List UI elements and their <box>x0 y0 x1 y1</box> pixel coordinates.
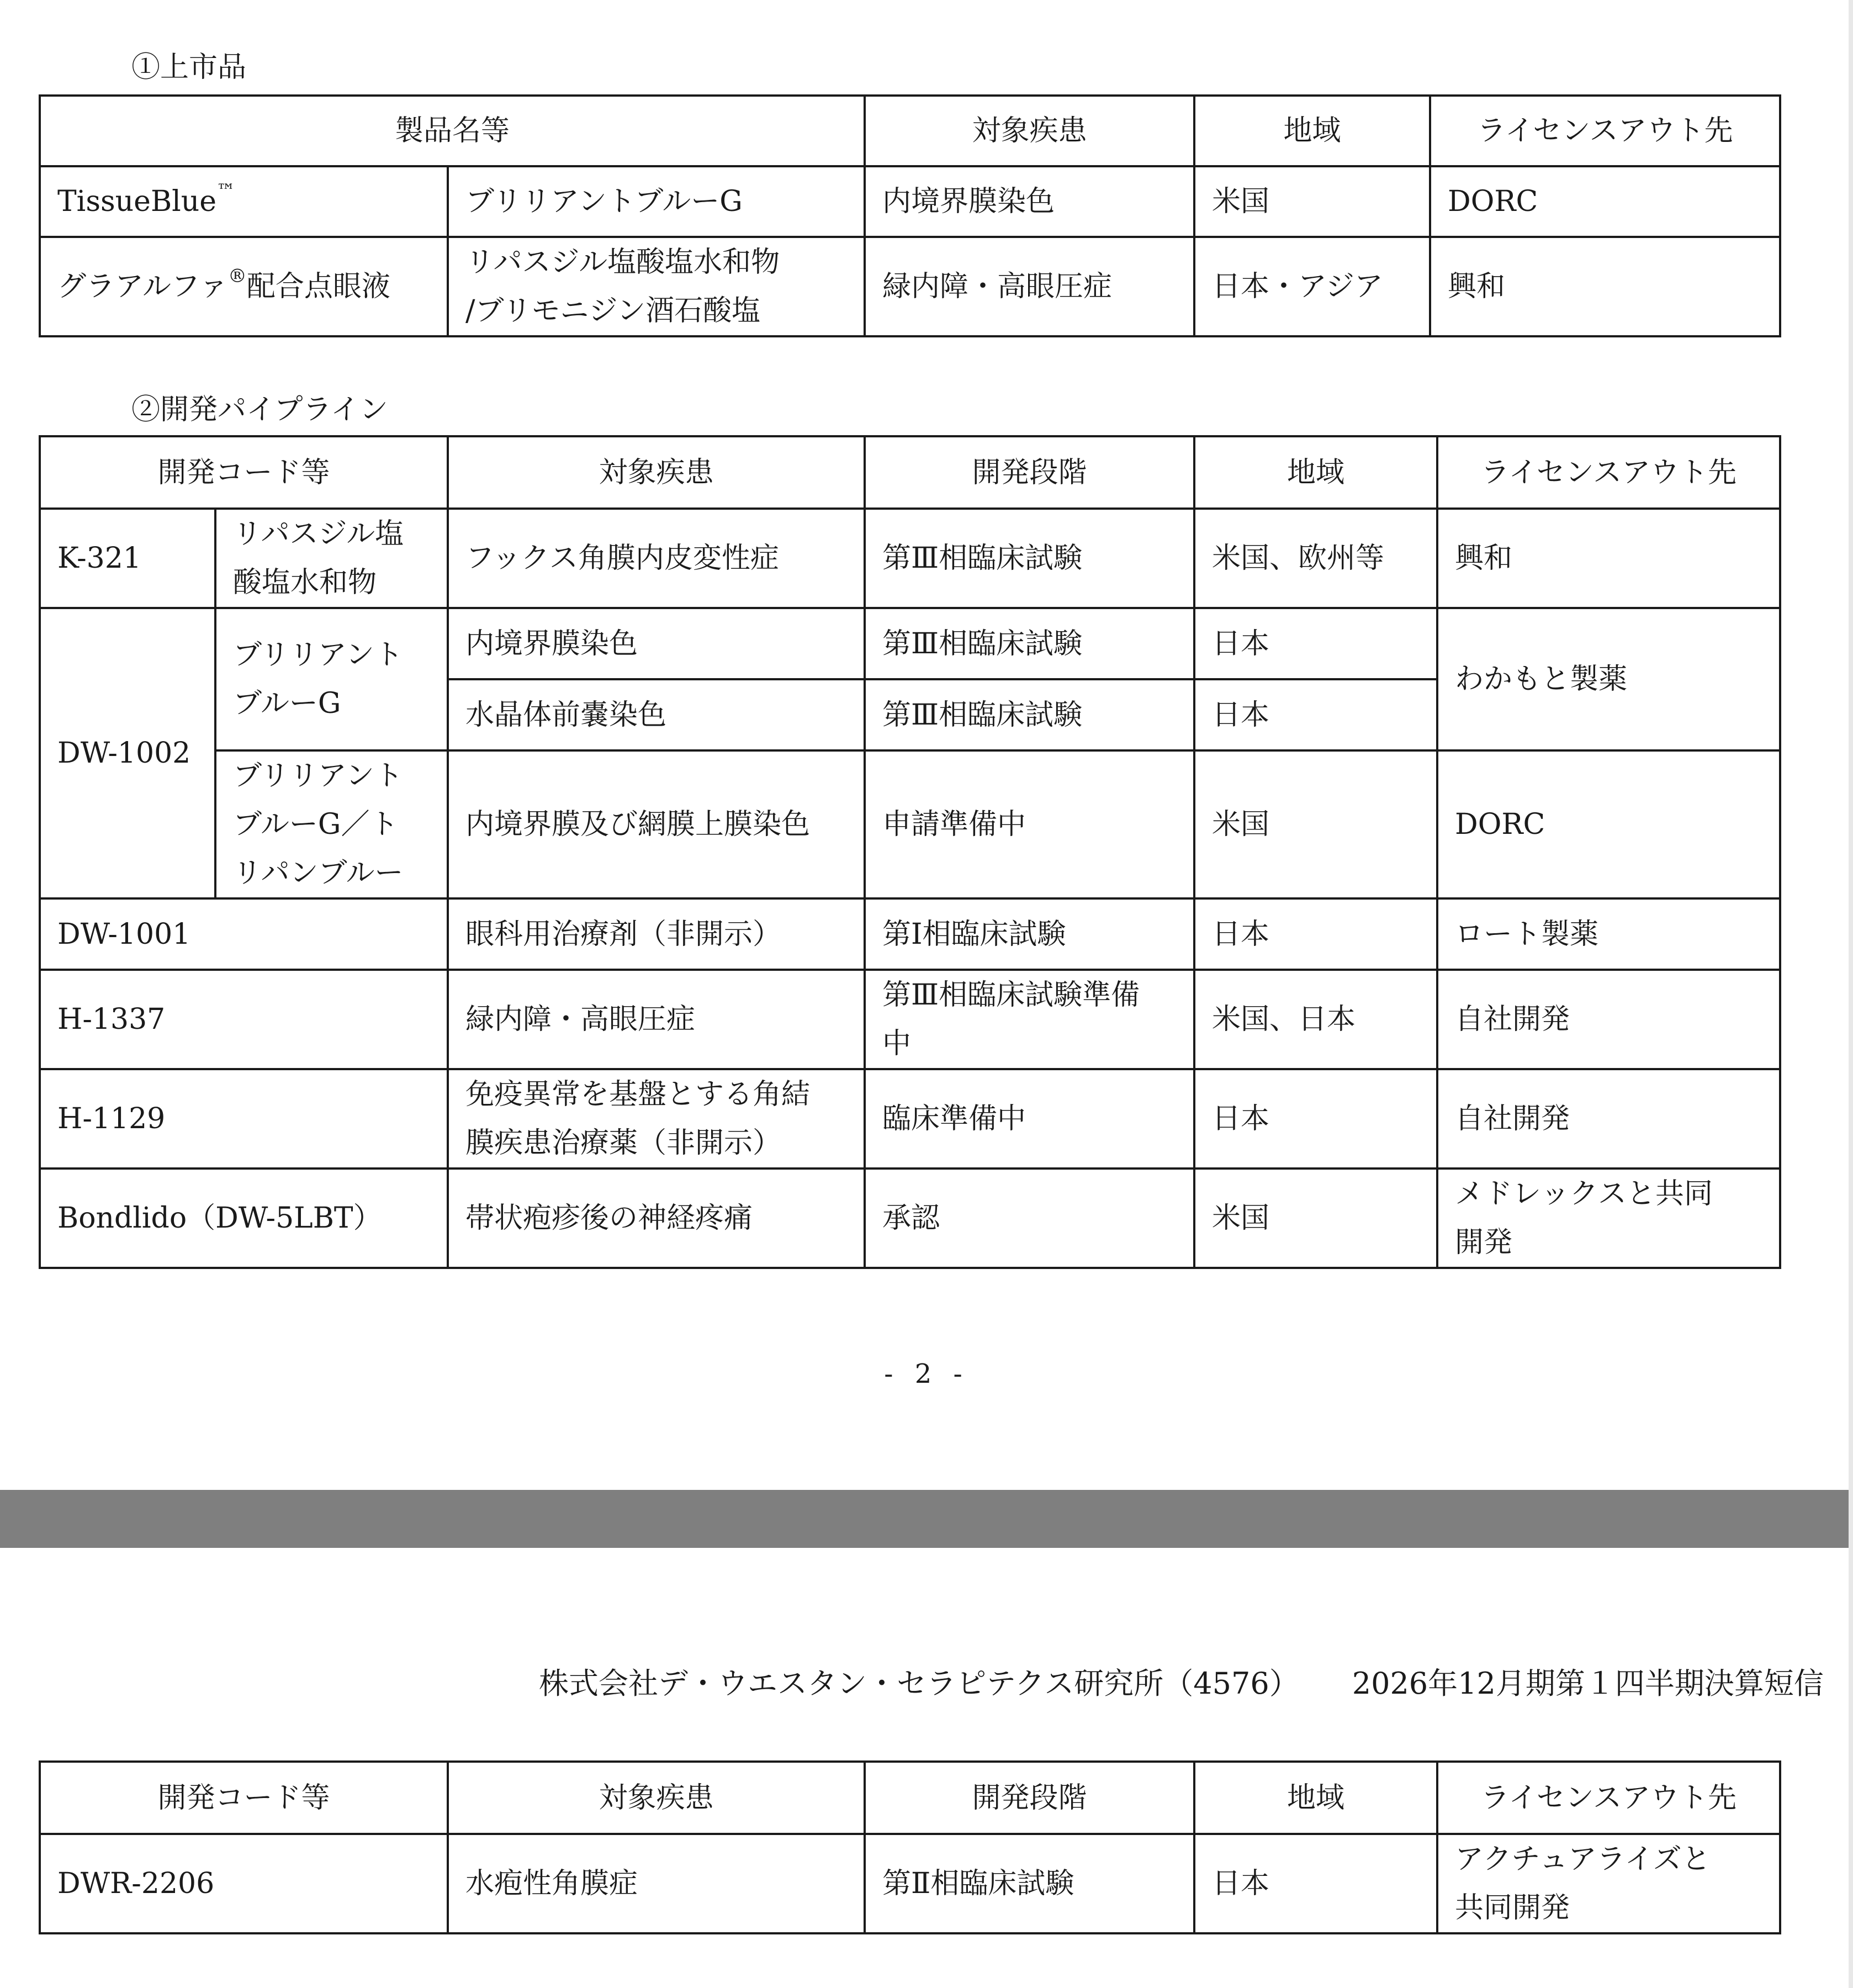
component-cell <box>448 237 865 336</box>
region-cell: 日本 <box>1194 608 1437 679</box>
licensee-cell: DORC <box>1437 750 1780 898</box>
dev-code-cell: K-321 <box>40 509 215 608</box>
stage-cell: 第Ⅰ相臨床試験 <box>865 898 1194 970</box>
marketed-table <box>39 94 1781 337</box>
pipeline-header-row <box>40 1762 1780 1834</box>
table-row <box>40 970 1780 1069</box>
component-line: ブリリアント <box>233 759 403 792</box>
marketed-header-row <box>40 96 1780 166</box>
licensee-cell: わかもと製薬 <box>1437 608 1780 750</box>
dev-code-cell: DWR-2206 <box>40 1834 448 1933</box>
product-name-cell <box>40 166 448 237</box>
component-line: ブルーG <box>233 687 341 720</box>
licensee-cell: ロート製薬 <box>1437 898 1780 970</box>
header-company: 株式会社デ・ウエスタン・セラピテクス研究所（4576） <box>539 1666 1299 1701</box>
stage-cell: 第Ⅱ相臨床試験 <box>865 1834 1194 1933</box>
disease-cell: 内境界膜染色 <box>448 608 865 679</box>
licensee-cell: 興和 <box>1437 509 1780 608</box>
licensee-cell: 自社開発 <box>1437 1069 1780 1169</box>
component-line: リパスジル塩酸塩水和物 <box>465 246 780 279</box>
region-cell: 米国 <box>1194 750 1437 898</box>
table-row <box>40 166 1780 237</box>
component-line: ブリリアント <box>233 638 403 672</box>
stage-cell: 第Ⅲ相臨床試験 <box>865 608 1194 679</box>
region-cell: 米国 <box>1194 1169 1437 1268</box>
table-row <box>40 1169 1780 1268</box>
header-region: 地域 <box>1194 96 1430 166</box>
licensee-line: アクチュアライズと <box>1455 1843 1711 1876</box>
product-name-suffix: 配合点眼液 <box>246 270 390 303</box>
dev-code-cell: DW-1002 <box>40 608 215 898</box>
region-cell: 日本・アジア <box>1194 237 1430 336</box>
header-region: 地域 <box>1194 436 1437 509</box>
region-cell: 日本 <box>1194 898 1437 970</box>
component-line: 酸塩水和物 <box>233 566 377 599</box>
table-row <box>40 237 1780 336</box>
licensee-line: メドレックスと共同 <box>1455 1177 1713 1210</box>
page-number: - 2 - <box>884 1358 969 1389</box>
dev-code-cell: H-1337 <box>40 970 448 1069</box>
running-header <box>0 1646 1849 1712</box>
region-cell: 米国、日本 <box>1194 970 1437 1069</box>
product-name: グラアルファ <box>57 270 228 303</box>
dev-code-cell: H-1129 <box>40 1069 448 1169</box>
header-stage: 開発段階 <box>865 1762 1194 1834</box>
region-cell: 米国 <box>1194 166 1430 237</box>
table-row <box>40 1069 1780 1169</box>
component-line: /ブリモニジン酒石酸塩 <box>465 294 761 327</box>
region-cell: 日本 <box>1194 1069 1437 1169</box>
pipeline-table <box>39 435 1781 1269</box>
header-disease: 対象疾患 <box>448 1762 865 1834</box>
product-name-cell <box>40 237 448 336</box>
licensee-cell <box>1437 1834 1780 1933</box>
table-row <box>40 750 1780 898</box>
stage-line: 第Ⅲ相臨床試験準備 <box>882 979 1140 1012</box>
marketed-heading: ①上市品 <box>131 51 247 84</box>
disease-cell <box>448 1069 865 1169</box>
stage-cell: 臨床準備中 <box>865 1069 1194 1169</box>
disease-cell: フックス角膜内皮変性症 <box>448 509 865 608</box>
region-cell: 日本 <box>1194 1834 1437 1933</box>
licensee-cell: 自社開発 <box>1437 970 1780 1069</box>
header-dev-code: 開発コード等 <box>40 436 448 509</box>
header-stage: 開発段階 <box>865 436 1194 509</box>
disease-cell: 帯状疱疹後の神経疼痛 <box>448 1169 865 1268</box>
component-line: リパスジル塩 <box>233 517 404 551</box>
header-licensee: ライセンスアウト先 <box>1437 1762 1780 1834</box>
header-region: 地域 <box>1194 1762 1437 1834</box>
table-row <box>40 509 1780 608</box>
header-product-name: 製品名等 <box>40 96 865 166</box>
licensee-cell <box>1437 1169 1780 1268</box>
pipeline-table-continued <box>39 1760 1781 1934</box>
table-row <box>40 898 1780 970</box>
header-licensee: ライセンスアウト先 <box>1437 436 1780 509</box>
licensee-cell: DORC <box>1430 166 1780 237</box>
component-cell <box>215 608 448 750</box>
component-cell <box>215 509 448 608</box>
licensee-line: 共同開発 <box>1455 1891 1570 1924</box>
table-row <box>40 608 1780 679</box>
pipeline-heading: ②開発パイプライン <box>131 393 388 426</box>
pipeline-header-row <box>40 436 1780 509</box>
licensee-cell: 興和 <box>1430 237 1780 336</box>
component-line: リパンブルー <box>233 856 404 890</box>
disease-line: 膜疾患治療薬（非開示） <box>465 1127 782 1160</box>
disease-cell: 眼科用治療剤（非開示） <box>448 898 865 970</box>
header-period: 2026年12月期第１四半期決算短信 <box>1352 1666 1824 1701</box>
trademark-mark: ™ <box>216 180 236 202</box>
table-row <box>40 1834 1780 1933</box>
dev-code-cell: Bondlido（DW-5LBT） <box>40 1169 448 1268</box>
licensee-line: 開発 <box>1455 1226 1513 1259</box>
disease-cell: 内境界膜染色 <box>865 166 1194 237</box>
component-cell <box>215 750 448 898</box>
stage-cell: 承認 <box>865 1169 1194 1268</box>
disease-line: 免疫異常を基盤とする角結 <box>465 1078 811 1111</box>
disease-cell: 緑内障・高眼圧症 <box>865 237 1194 336</box>
component-cell: ブリリアントブルーG <box>448 166 865 237</box>
header-licensee: ライセンスアウト先 <box>1430 96 1780 166</box>
dev-code-cell: DW-1001 <box>40 898 448 970</box>
stage-cell: 申請準備中 <box>865 750 1194 898</box>
region-cell: 米国、欧州等 <box>1194 509 1437 608</box>
stage-cell <box>865 970 1194 1069</box>
scroll-edge <box>1849 0 1853 1988</box>
stage-cell: 第Ⅲ相臨床試験 <box>865 679 1194 750</box>
stage-cell: 第Ⅲ相臨床試験 <box>865 509 1194 608</box>
header-disease: 対象疾患 <box>865 96 1194 166</box>
registered-mark: ® <box>227 265 247 287</box>
page-separator <box>0 1490 1853 1548</box>
header-disease: 対象疾患 <box>448 436 865 509</box>
running-header-text <box>539 1660 1824 1703</box>
header-dev-code: 開発コード等 <box>40 1762 448 1834</box>
component-line: ブルーG／ト <box>233 808 399 841</box>
product-name: TissueBlue <box>57 185 217 218</box>
disease-cell: 水疱性角膜症 <box>448 1834 865 1933</box>
region-cell: 日本 <box>1194 679 1437 750</box>
disease-cell: 内境界膜及び網膜上膜染色 <box>448 750 865 898</box>
disease-cell: 水晶体前嚢染色 <box>448 679 865 750</box>
disease-cell: 緑内障・高眼圧症 <box>448 970 865 1069</box>
stage-line: 中 <box>882 1027 912 1060</box>
